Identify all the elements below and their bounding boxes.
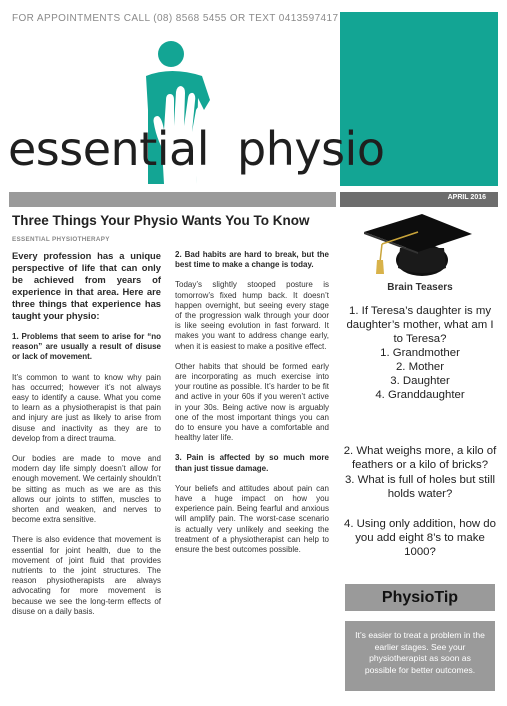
point-2-paragraph: Today’s slightly stooped posture is tomorrow’s fixed hump back. It doesn’t happen overnight, but seeing every stage of the progression walk through your door is like seeing evolution in fast forward. It makes you want to address change early, when it is easiest to make a positive effect.: [175, 280, 329, 351]
teaser-question-2: 2. What weighs more, a kilo of feathers or a kilo of bricks?: [343, 445, 497, 471]
issue-date: APRIL 2016: [447, 194, 486, 201]
graduation-cap-icon: [360, 210, 475, 280]
article-column-2: [175, 250, 329, 565]
physio-tip-header: [345, 584, 495, 611]
header-divider-bar: [9, 192, 336, 207]
point-1-paragraph: Our bodies are made to move and modern day life simply doesn’t allow for enough movement. We certainly shouldn’t be sitting as much as we are as this allows our joints to stiffen, muscles to shorten and weaken, and nerves to become extra sensitive.: [12, 454, 161, 525]
teaser-option: 1. Grandmother: [380, 347, 460, 359]
teaser-question-1: [342, 304, 498, 402]
teaser-option: 4. Granddaughter: [375, 389, 465, 401]
teaser-option: 2. Mother: [395, 361, 445, 373]
point-2-heading: 2. Bad habits are hard to break, but the best time to make a change is today.: [175, 250, 329, 270]
article-intro: Every profession has a unique perspective of life that can only be achieved from years of experience in that area. Here are three things that experience has taught your physio:: [12, 250, 161, 321]
appointments-line: FOR APPOINTMENTS CALL (08) 8568 5455 OR TEXT 0413597417: [12, 13, 339, 24]
brain-teasers-title: Brain Teasers: [387, 282, 453, 293]
point-3-heading: 3. Pain is affected by so much more than just tissue damage.: [175, 453, 329, 473]
article-byline: ESSENTIAL PHYSIOTHERAPY: [12, 236, 110, 243]
article-title: Three Things Your Physio Wants You To Know: [12, 213, 310, 228]
teaser-question-3: 3. What is full of holes but still holds water?: [344, 474, 496, 500]
point-1-paragraph: There is also evidence that movement is essential for joint health, due to the movement of joint fluid that provides nutrients to the joint structures. The reason physiotherapists are always advocating for more movement is because we see the long-term effects of disuse on a daily basis.: [12, 535, 161, 616]
physio-tip-box: [345, 621, 495, 691]
teaser-option: 3. Daughter: [390, 375, 450, 387]
teaser-question-4: 4. Using only addition, how do you add eight 8’s to make 1000?: [344, 518, 496, 558]
point-1-heading: 1. Problems that seem to arise for “no reason” are usually a result of disuse or lack of movement.: [12, 332, 161, 362]
physio-tip-title: PhysioTip: [381, 589, 459, 606]
date-bar: [340, 192, 498, 207]
point-3-paragraph: Your beliefs and attitudes about pain can have a huge impact on how you experience pain. Being fearful and anxious will amplify pain. The worst-case scenario is actually very unlikely and seeking the treatment of a physiotherapist can help to ensure the best outcomes possible.: [175, 483, 329, 555]
teaser-question-text: 1. If Teresa’s daughter is my daughter’s mother, what am I to Teresa?: [346, 305, 494, 345]
article-column-1: [12, 250, 161, 627]
logo-word-physio: physio: [237, 122, 385, 176]
point-2-paragraph: Other habits that should be formed early are incorporating as much exercise into your routine as possible. It’s harder to be fit and active in your 60s if you weren’t active in your 30s. Being active now is arguably one of the most important things you can do to ensure you have a comfortable and healthy later life.: [175, 361, 329, 443]
logo-word-essential: essential: [8, 122, 209, 176]
physio-tip-text: It’s easier to treat a problem in the earlier stages. See your physiotherapist as soon as possible for better outcomes.: [355, 630, 485, 675]
point-1-paragraph: It’s common to want to know why pain has occurred; however it’s not always easy to identify a cause. What you come to learn as a physiotherapist is that pain and injury are just as likely to arise from disuse and inactivity as they are to develop from a direct trauma.: [12, 372, 161, 443]
